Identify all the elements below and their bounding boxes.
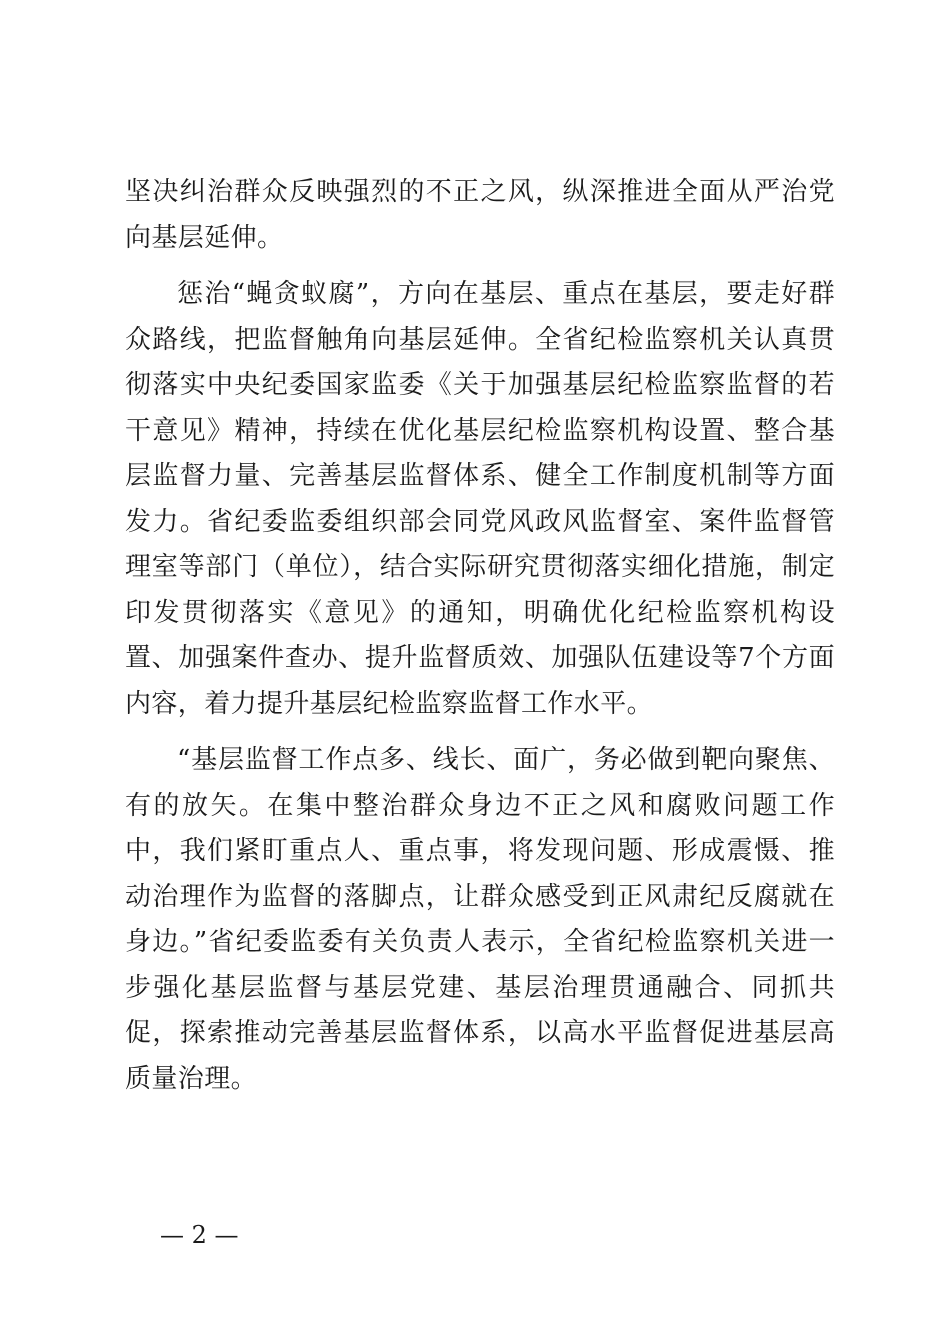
- paragraph: 惩治“蝇贪蚁腐”，方向在基层、重点在基层，要走好群众路线，把监督触角向基层延伸。全省纪检监察机关认真贯彻落实中央纪委国家监委《关于加强基层纪检监察监督的若干意见》精神，持续在优化基层纪检监察机构设置、整合基层监督力量、完善基层监督体系、健全工作制度机制等方面发力。省纪委监委组织部会同党风政风监督室、案件监督管理室等部门（单位），结合实际研究贯彻落实细化措施，制定印发贯彻落实《意见》的通知，明确优化纪检监察机构设置、加强案件查办、提升监督质效、加强队伍建设等7个方面内容，着力提升基层纪检监察监督工作水平。: [125, 279, 835, 719]
- paragraph: “基层监督工作点多、线长、面广，务必做到靶向聚焦、有的放矢。在集中整治群众身边不正之风和腐败问题工作中，我们紧盯重点人、重点事，将发现问题、形成震慑、推动治理作为监督的落脚点，让群众感受到正风肃纪反腐就在身边。”省纪委监委有关负责人表示，全省纪检监察机关进一步强化基层监督与基层党建、基层治理贯通融合、同抓共促，探索推动完善基层监督体系，以高水平监督促进基层高质量治理。: [125, 745, 835, 1094]
- body-text: [125, 170, 835, 1102]
- page-number: — 2 —: [160, 1221, 239, 1249]
- paragraph-continuation: 坚决纠治群众反映强烈的不正之风，纵深推进全面从严治党向基层延伸。: [125, 177, 835, 253]
